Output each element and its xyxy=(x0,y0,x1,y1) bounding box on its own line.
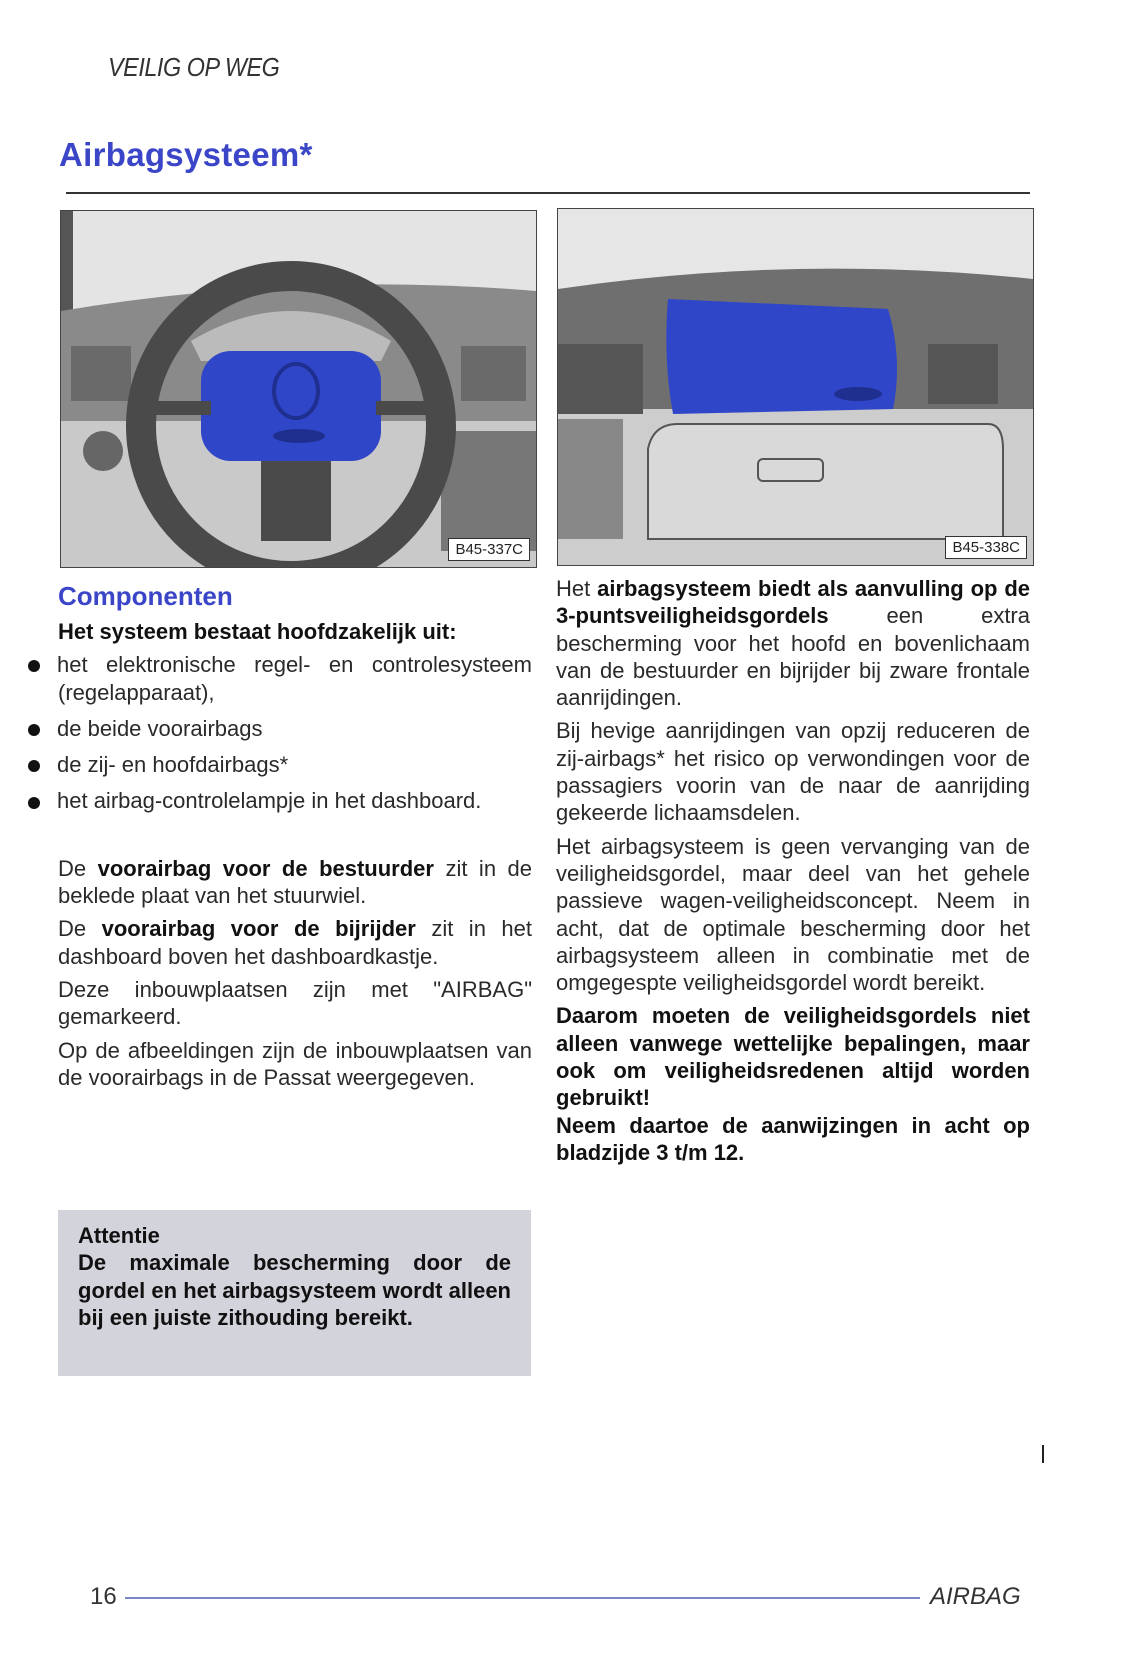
bullet-icon xyxy=(28,660,40,672)
paragraph-intro: Het airbagsysteem biedt als aanvulling op de 3-puntsveiligheidsgordels een extra bescherming voor het hoofd en bovenlichaam van de bestuurder en bijrijder bij zware frontale aanrijdingen. xyxy=(556,576,1030,711)
page-number: 16 xyxy=(90,1583,117,1610)
attention-box xyxy=(58,1210,531,1376)
list-item: de beide voorairbags xyxy=(58,715,532,742)
paragraph-passenger-airbag: De voorairbag voor de bijrijder zit in het dashboard boven het dashboardkastje. xyxy=(58,916,532,969)
paragraph-warning: Daarom moeten de veiligheidsgordels niet alleen vanwege wettelijke bepalingen, maar ook om veiligheidsredenen altijd worden gebruikt! xyxy=(556,1003,1030,1111)
list-item: het airbag-controlelampje in het dashboard. xyxy=(58,787,532,814)
paragraph-illustrations: Op de afbeeldingen zijn de inbouwplaatsen van de voorairbags in de Passat weergegeven. xyxy=(58,1037,532,1090)
bullet-icon xyxy=(28,760,40,772)
figure-steering-wheel xyxy=(60,210,537,568)
bullet-icon xyxy=(28,724,40,736)
figure-code: B45-338C xyxy=(945,536,1027,559)
paragraph-side-airbags: Bij hevige aanrijdingen van opzij reduceren de zij-airbags* het risico op verwondingen voor de passagiers voorin van de naar de aanrijding gekeerde lichaamsdelen. xyxy=(556,718,1030,826)
figure-passenger-airbag xyxy=(557,208,1034,566)
list-item: het elektronische regel- en controlesysteem (regelapparaat), xyxy=(58,651,532,706)
footer-rule xyxy=(125,1597,920,1599)
bullet-icon xyxy=(28,797,40,809)
attention-text: De maximale bescherming door de gordel en het airbagsysteem wordt alleen bij een juiste zithouding bereikt. xyxy=(78,1250,511,1330)
paragraph-marking: Deze inbouwplaatsen zijn met "AIRBAG" gemarkeerd. xyxy=(58,976,532,1030)
components-lead: Het systeem bestaat hoofdzakelijk uit: xyxy=(58,619,457,644)
running-header: VEILIG OP WEG xyxy=(108,52,280,82)
section-subtitle: Componenten xyxy=(58,581,233,611)
list-item: de zij- en hoofdairbags* xyxy=(58,751,532,778)
title-rule xyxy=(66,192,1030,194)
figure-code: B45-337C xyxy=(448,538,530,561)
right-column xyxy=(556,575,1030,1172)
paragraph-reference: Neem daartoe de aanwijzingen in acht op bladzijde 3 t/m 12. xyxy=(556,1112,1030,1165)
margin-mark xyxy=(1042,1445,1044,1463)
paragraph-belt: Het airbagsysteem is geen vervanging van de veiligheidsgordel, maar deel van het gehele passieve wagen-veiligheidsconcept. Neem in acht, dat de optimale bescherming door het airbagsysteem alleen in combinatie met de omgegespte veiligheidsgordel wordt bereikt. xyxy=(556,833,1030,996)
dashboard-illustration xyxy=(558,209,1033,565)
steering-wheel-illustration xyxy=(61,211,536,567)
paragraph-driver-airbag: De voorairbag voor de bestuurder zit in de beklede plaat van het stuurwiel. xyxy=(58,855,532,909)
footer-section: AIRBAG xyxy=(930,1583,1021,1610)
left-column xyxy=(58,580,532,1097)
page-title: Airbagsysteem* xyxy=(59,136,313,173)
attention-heading: Attentie xyxy=(78,1223,160,1248)
